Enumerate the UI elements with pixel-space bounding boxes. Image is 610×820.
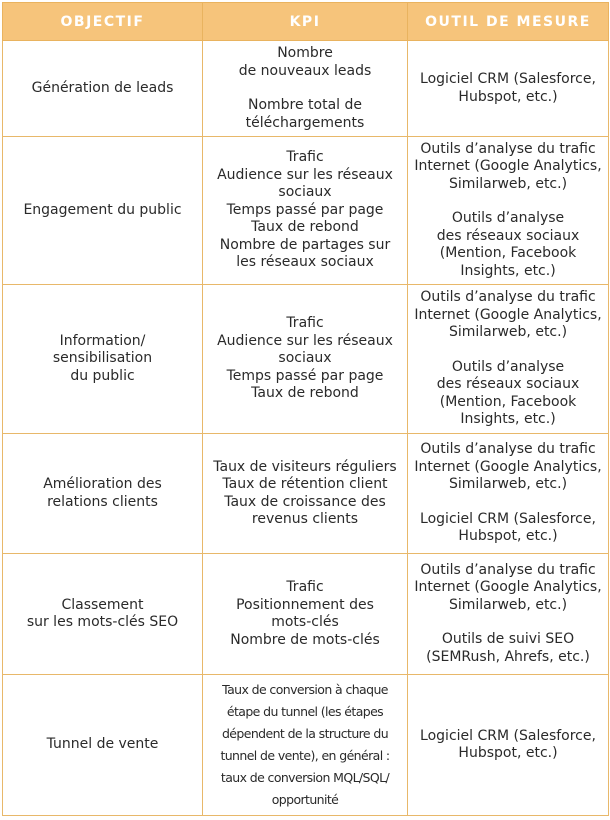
cell-objectif [3,137,203,285]
cell-line: téléchargements [245,114,365,131]
cell-objectif [3,554,203,675]
table-body [3,41,609,816]
cell-line: Logiciel CRM (Salesforce, [420,510,596,527]
cell-line: Hubspot, etc.) [458,745,558,761]
table-row [3,137,609,285]
header-outil: OUTIL DE MESURE [408,3,609,41]
cell-line: Outils d’analyse du trafic [420,140,596,157]
cell-line: tunnel de vente), en général : [220,748,390,763]
cell-line: revenus clients [251,511,359,527]
cell-line: de nouveaux leads [238,62,372,79]
cell-kpi [203,137,408,285]
cell-line: Taux de rebond [251,219,359,236]
cell-line: mots-clés [271,614,339,630]
cell-outil [408,285,609,434]
cell-line: sur les mots-clés SEO [26,614,179,630]
cell-kpi [203,554,408,675]
cell-outil [408,137,609,285]
cell-line: Insights, etc.) [460,262,556,279]
table-row [3,434,609,554]
cell-line: Taux de conversion à chaque [222,682,388,697]
cell-line: dépendent de la structure du [221,726,389,741]
cell-line: (Mention, Facebook [439,245,577,262]
cell-line: Logiciel CRM (Salesforce, [420,727,596,744]
table-row [3,285,609,434]
cell-line: les réseaux sociaux [236,254,374,271]
cell-line: Engagement du public [23,201,182,218]
cell-line: Internet (Google Analytics, [414,458,602,475]
cell-line: sociaux [278,184,332,201]
cell-line: Similarweb, etc.) [448,175,568,192]
cell-line: Temps passé par page [226,367,384,384]
cell-line: Internet (Google Analytics, [414,158,602,175]
cell-line: Similarweb, etc.) [448,476,568,493]
cell-line: Tunnel de vente [46,736,159,753]
header-kpi: KPI [203,3,408,41]
cell-line: Outils d’analyse [451,358,565,375]
cell-line: Trafic [286,579,324,595]
line-gap [209,80,401,97]
cell-kpi [203,675,408,816]
line-gap [412,193,604,210]
cell-line: Information/ [59,332,146,349]
cell-outil [408,434,609,554]
cell-line: relations clients [47,493,158,510]
cell-line: Taux de rebond [251,385,359,402]
header-objectif: OBJECTIF [3,3,203,41]
cell-line: Nombre total de [247,97,363,113]
cell-line: Trafic [286,149,324,166]
cell-line: Similarweb, etc.) [448,596,568,613]
cell-objectif [3,41,203,137]
cell-line: Positionnement des [236,596,374,613]
cell-objectif [3,434,203,554]
cell-line: Audience sur les réseaux [217,332,393,349]
cell-line: Insights, etc.) [460,411,556,428]
cell-line: Hubspot, etc.) [458,528,558,545]
cell-line: (Mention, Facebook [439,393,577,410]
cell-line: Taux de visiteurs réguliers [213,458,397,475]
cell-line: Trafic [286,315,324,332]
cell-line: Internet (Google Analytics, [414,306,602,323]
cell-line: des réseaux sociaux [436,227,580,244]
cell-line: des réseaux sociaux [436,376,580,393]
cell-line: Classement [61,596,144,613]
cell-line: Nombre [277,45,333,61]
cell-objectif [3,675,203,816]
cell-outil [408,41,609,137]
cell-line: Similarweb, etc.) [448,324,568,341]
cell-line: Logiciel CRM (Salesforce, [420,71,596,87]
cell-line: sociaux [278,350,332,367]
cell-line: Taux de croissance des [224,493,386,510]
cell-line: Nombre de mots-clés [230,631,380,648]
cell-outil [408,554,609,675]
cell-line: sensibilisation [52,350,153,367]
cell-line: Taux de rétention client [222,476,388,492]
cell-line: étape du tunnel (les étapes [226,704,384,719]
table-row [3,554,609,675]
cell-line: Outils d’analyse du trafic [420,289,596,306]
cell-outil [408,675,609,816]
cell-line: Temps passé par page [226,201,384,218]
cell-line: (SEMRush, Ahrefs, etc.) [426,648,590,665]
cell-line: Nombre de partages sur [219,236,391,253]
table-row [3,41,609,137]
header-row [3,3,609,41]
cell-line: Outils d’analyse du trafic [420,561,596,578]
table-row [3,675,609,816]
cell-line: Outils de suivi SEO [441,631,575,648]
cell-line: Amélioration des [43,476,162,492]
cell-line: du public [70,367,135,384]
line-gap [412,342,604,359]
cell-line: taux de conversion MQL/SQL/ [220,770,390,785]
cell-kpi [203,285,408,434]
cell-line: Outils d’analyse du trafic [420,441,596,458]
line-gap [412,494,604,511]
cell-line: Hubspot, etc.) [458,88,558,105]
cell-line: opportunité [271,792,339,807]
cell-line: Outils d’analyse [451,210,565,227]
cell-objectif [3,285,203,434]
cell-kpi [203,434,408,554]
cell-line: Audience sur les réseaux [217,166,393,183]
cell-line: Internet (Google Analytics, [414,579,602,596]
line-gap [412,614,604,631]
cell-kpi [203,41,408,137]
kpi-table [2,2,609,816]
cell-line: Génération de leads [31,79,174,96]
